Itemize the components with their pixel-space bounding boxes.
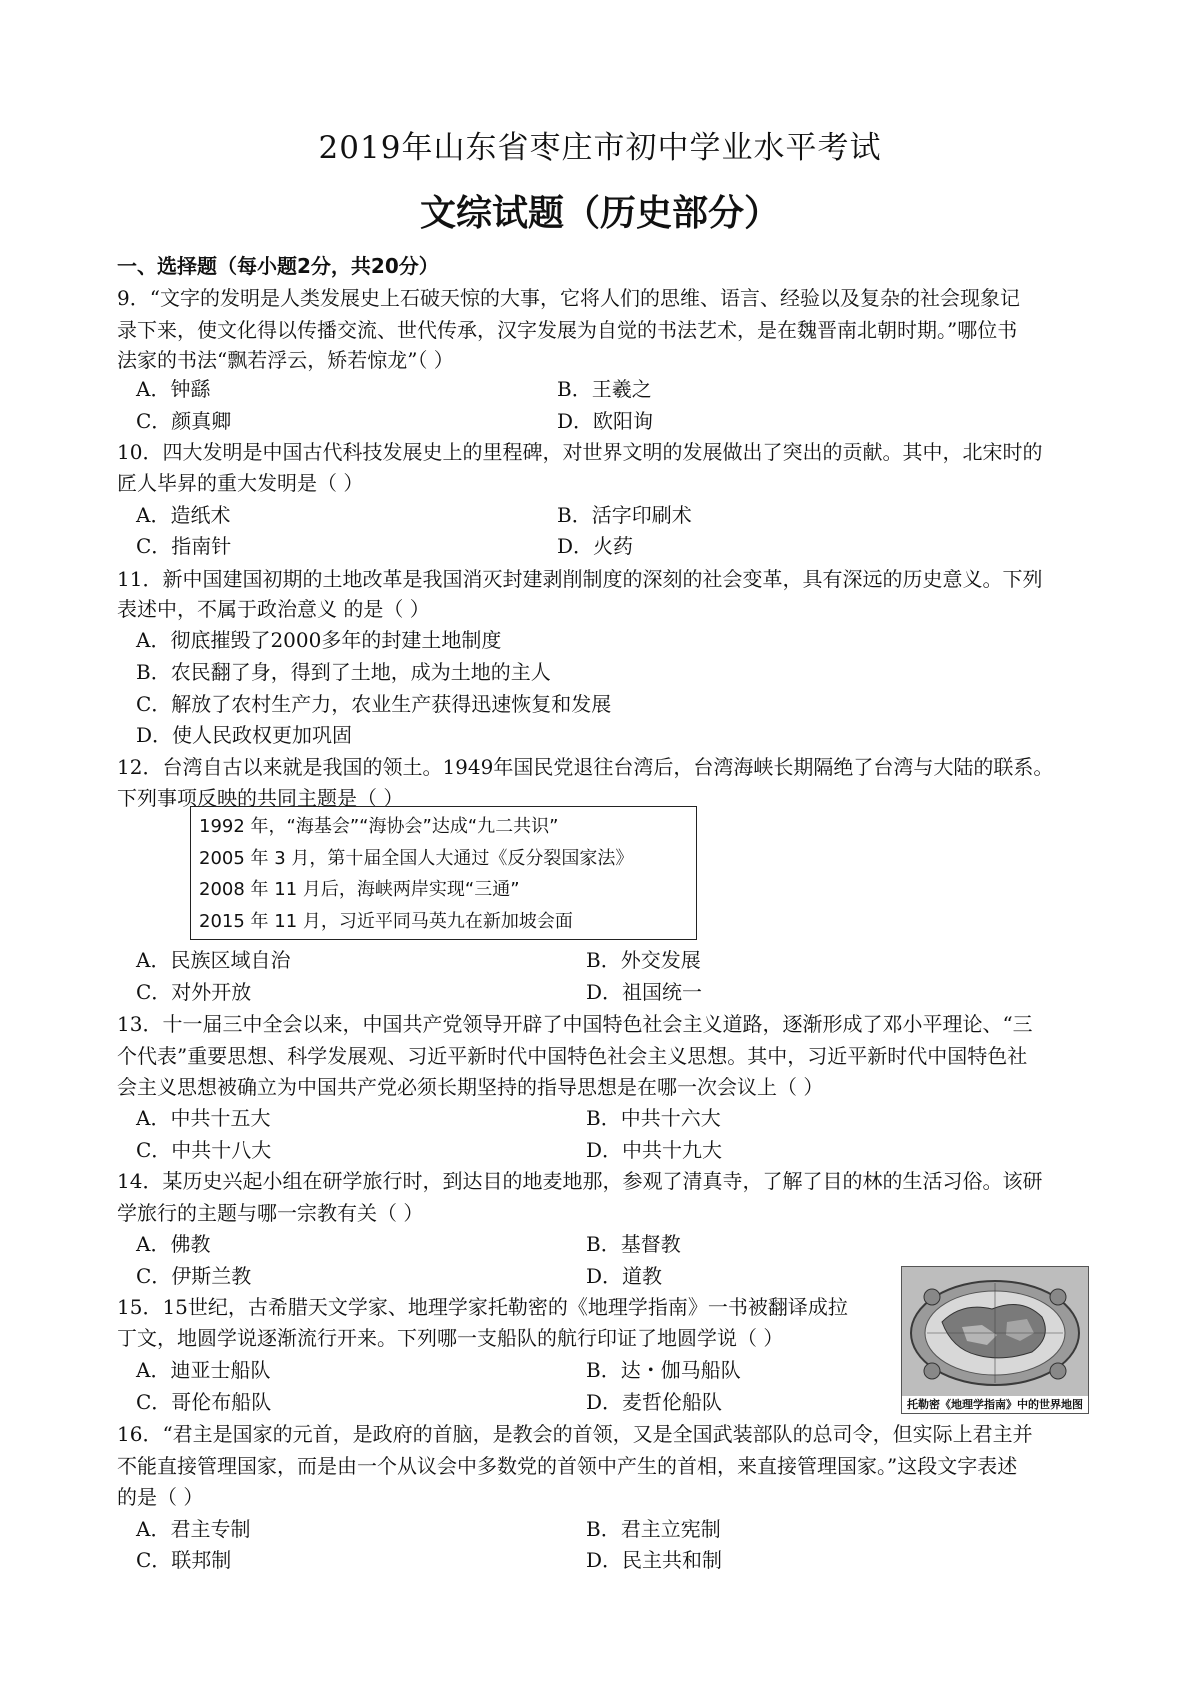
exam-subtitle: 文综试题（历史部分）	[419, 193, 780, 234]
q10-option-a: A．造纸术	[136, 503, 231, 527]
map-caption: 托勒密《地理学指南》中的世界地图	[902, 1396, 1088, 1413]
q9-stem-line: 录下来，使文化得以传播交流、世代传承，汉字发展为自觉的书法艺术，是在魏晋南北朝时期。”哪位书	[117, 318, 1018, 342]
q9-stem-line: 9．“文字的发明是人类发展史上石破天惊的大事，它将人们的思维、语言、经验以及复杂的社会现象记	[117, 286, 1020, 310]
section-heading: 一、选择题（每小题2分，共20分）	[117, 254, 439, 278]
q15-stem-line: 15．15世纪，古希腊天文学家、地理学家托勒密的《地理学指南》一书被翻译成拉	[117, 1295, 848, 1319]
q11-option-c: C．解放了农村生产力，农业生产获得迅速恢复和发展	[136, 692, 612, 716]
q15-option-a: A．迪亚士船队	[136, 1358, 271, 1382]
q13-option-a: A．中共十五大	[136, 1106, 271, 1130]
q16-stem-line: 16．“君主是国家的元首，是政府的首脑，是教会的首领，又是全国武装部队的总司令，但实际上君主并	[117, 1422, 1033, 1446]
q11-option-a: A．彻底摧毁了2000多年的封建土地制度	[136, 628, 502, 652]
q16-stem-line: 的是（ ）	[117, 1485, 204, 1509]
q10-option-c: C．指南针	[136, 534, 232, 558]
q13-option-c: C．中共十八大	[136, 1138, 272, 1162]
world-map-icon	[902, 1267, 1088, 1396]
q12-events-box	[190, 806, 697, 940]
q12-option-d: D．祖国统一	[586, 980, 703, 1004]
q9-option-a: A．钟繇	[136, 377, 211, 401]
exam-title: 2019年山东省枣庄市初中学业水平考试	[318, 130, 882, 166]
q12-stem-line: 12．台湾自古以来就是我国的领土。1949年国民党退往台湾后，台湾海峡长期隔绝了台湾与大陆的联系。	[117, 755, 1054, 779]
q14-option-d: D．道教	[586, 1264, 663, 1288]
q12-event-line: 1992 年，“海基会”“海协会”达成“九二共识”	[199, 816, 559, 837]
q9-option-b: B．王羲之	[557, 377, 652, 401]
q11-option-b: B．农民翻了身，得到了土地，成为土地的主人	[136, 660, 551, 684]
q12-option-c: C．对外开放	[136, 980, 252, 1004]
q9-stem-line: 法家的书法“飘若浮云，矫若惊龙”（ ）	[117, 348, 454, 372]
q14-option-b: B．基督教	[586, 1232, 681, 1256]
q16-option-d: D．民主共和制	[586, 1548, 723, 1572]
q13-stem-line: 个代表”重要思想、科学发展观、习近平新时代中国特色社会主义思想。其中，习近平新时代中国特色社	[117, 1044, 1028, 1068]
q12-event-line: 2015 年 11 月，习近平同马英九在新加坡会面	[199, 911, 573, 932]
q14-stem-line: 学旅行的主题与哪一宗教有关（ ）	[117, 1201, 424, 1225]
q10-option-d: D．火药	[557, 534, 634, 558]
q12-event-line: 2008 年 11 月后，海峡两岸实现“三通”	[199, 879, 520, 900]
q14-option-c: C．伊斯兰教	[136, 1264, 252, 1288]
q14-stem-line: 14．某历史兴起小组在研学旅行时，到达目的地麦地那，参观了清真寺，了解了目的林的生活习俗。该研	[117, 1169, 1043, 1193]
q11-option-d: D．使人民政权更加巩固	[136, 723, 353, 747]
q16-stem-line: 不能直接管理国家，而是由一个从议会中多数党的首领中产生的首相，来直接管理国家。”这段文字表述	[117, 1454, 1018, 1478]
q14-option-a: A．佛教	[136, 1232, 211, 1256]
q10-option-b: B．活字印刷术	[557, 503, 692, 527]
q13-stem-line: 会主义思想被确立为中国共产党必须长期坚持的指导思想是在哪一次会议上（ ）	[117, 1075, 824, 1099]
world-map-image	[901, 1266, 1089, 1414]
q12-event-line: 2005 年 3 月，第十届全国人大通过《反分裂国家法》	[199, 848, 634, 869]
q10-stem-line: 匠人毕昇的重大发明是（ ）	[117, 471, 364, 495]
q12-stem-line: 下列事项反映的共同主题是（ ）	[117, 786, 404, 810]
q16-option-a: A．君主专制	[136, 1517, 251, 1541]
q15-stem-line: 丁文，地圆学说逐渐流行开来。下列哪一支船队的航行印证了地圆学说（ ）	[117, 1326, 784, 1350]
q16-option-b: B．君主立宪制	[586, 1517, 721, 1541]
q11-stem-line: 11．新中国建国初期的土地改革是我国消灭封建剥削制度的深刻的社会变革，具有深远的历史意义。下列	[117, 567, 1043, 591]
q15-option-d: D．麦哲伦船队	[586, 1390, 723, 1414]
q11-stem-line: 表述中，不属于政治意义 的是（ ）	[117, 597, 430, 621]
q9-option-d: D．欧阳询	[557, 409, 654, 433]
q12-option-b: B．外交发展	[586, 948, 701, 972]
q9-option-c: C．颜真卿	[136, 409, 232, 433]
q13-stem-line: 13．十一届三中全会以来，中国共产党领导开辟了中国特色社会主义道路，逐渐形成了邓小平理论、“三	[117, 1012, 1033, 1036]
q13-option-d: D．中共十九大	[586, 1138, 723, 1162]
q12-option-a: A．民族区域自治	[136, 948, 291, 972]
q15-option-c: C．哥伦布船队	[136, 1390, 272, 1414]
q15-option-b: B．达・伽马船队	[586, 1358, 741, 1382]
q10-stem-line: 10．四大发明是中国古代科技发展史上的里程碑，对世界文明的发展做出了突出的贡献。其中，北宋时的	[117, 440, 1043, 464]
q16-option-c: C．联邦制	[136, 1548, 232, 1572]
q13-option-b: B．中共十六大	[586, 1106, 721, 1130]
